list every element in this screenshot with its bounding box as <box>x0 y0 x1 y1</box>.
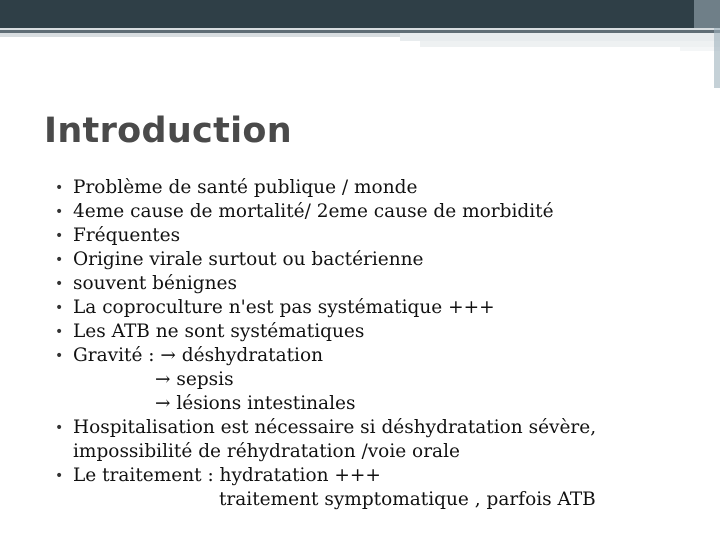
top-decorative-band <box>0 0 720 28</box>
bullet-text: Gravité : → déshydratation <box>73 345 324 366</box>
bullet-text: Problème de santé publique / monde <box>73 177 418 198</box>
bullet-text: 4eme cause de mortalité/ 2eme cause de morbidité <box>73 201 554 222</box>
right-edge-strip <box>714 28 720 88</box>
bullet-item <box>55 272 695 296</box>
bullet-item <box>55 248 695 272</box>
bullet-text: Fréquentes <box>73 225 181 246</box>
bullet-text: Origine virale surtout ou bactérienne <box>73 249 424 270</box>
bullet-item <box>55 416 695 464</box>
sub-band-grey <box>420 41 720 47</box>
bullet-subline: → lésions intestinales <box>155 393 356 414</box>
bullet-subline: → sepsis <box>155 369 234 390</box>
top-right-accent <box>694 0 720 28</box>
bullet-item <box>55 200 695 224</box>
bullet-item <box>55 176 695 200</box>
bullet-item <box>55 344 695 416</box>
bullet-item <box>55 224 695 248</box>
bullet-text: Hospitalisation est nécessaire si déshydratation sévère, <box>73 417 597 438</box>
bullet-text: souvent bénignes <box>73 273 237 294</box>
bullet-item <box>55 320 695 344</box>
bullet-continuation: traitement symptomatique , parfois ATB <box>219 489 596 510</box>
bullet-text: Les ATB ne sont systématiques <box>73 321 365 342</box>
bullet-list <box>55 176 695 512</box>
bullet-item <box>55 296 695 320</box>
bullet-text: La coproculture n'est pas systématique +++ <box>73 297 495 318</box>
bullet-text: Le traitement : hydratation +++ <box>73 465 381 486</box>
bullet-item <box>55 464 695 512</box>
slide-title: Introduction <box>44 111 292 151</box>
bullet-continuation: impossibilité de réhydratation /voie orale <box>73 441 460 462</box>
sub-band-light <box>400 33 720 41</box>
